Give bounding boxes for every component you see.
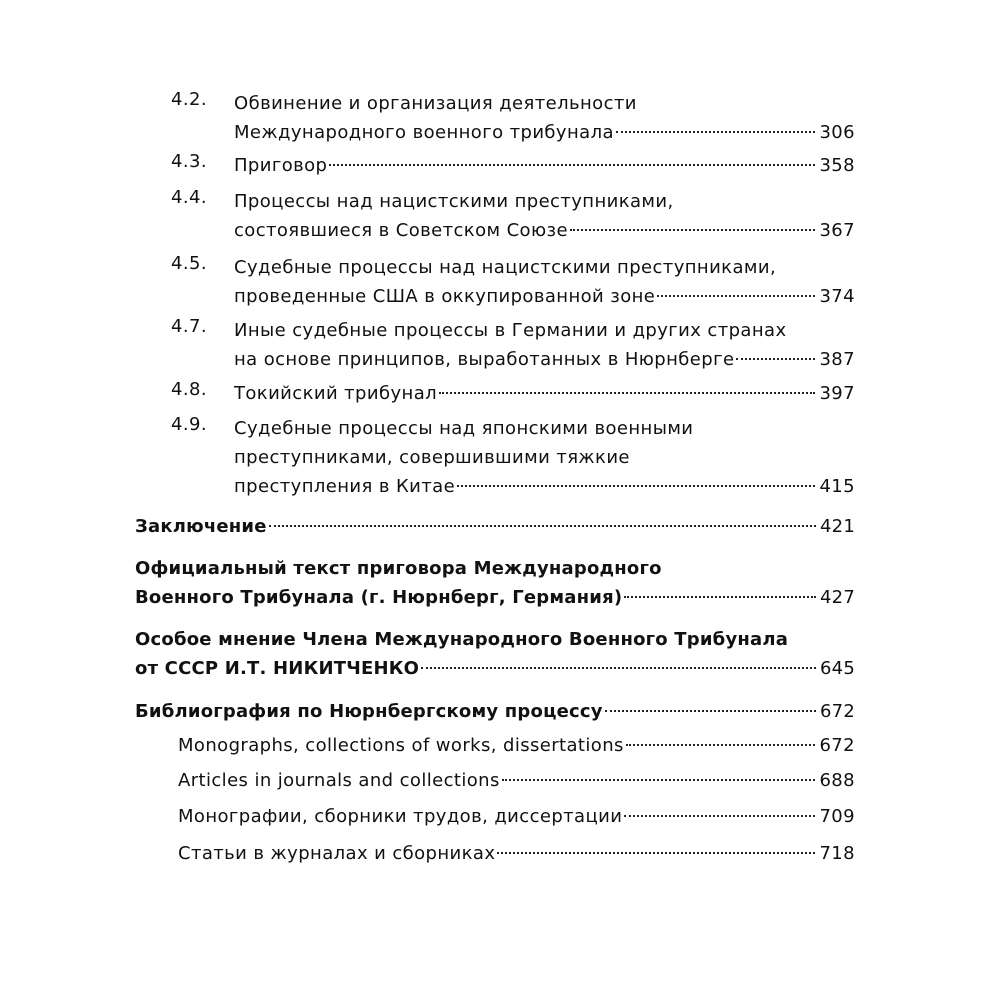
page-number: 387 xyxy=(819,349,855,370)
dot-leader xyxy=(616,131,816,133)
section-number: 4.2. xyxy=(171,89,207,110)
dot-leader xyxy=(624,596,816,598)
entry-title-last-line: от СССР И.Т. НИКИТЧЕНКО xyxy=(135,658,420,679)
dot-leader xyxy=(502,779,816,781)
section-number: 4.5. xyxy=(171,253,207,274)
entry-title-last-line: Военного Трибунала (г. Нюрнберг, Германия) xyxy=(135,587,623,608)
entry-title-last-line: Articles in journals and collections xyxy=(178,770,500,791)
entry-title-last-line: Международного военного трибунала xyxy=(234,122,614,143)
entry-title-last-line: Статьи в журналах и сборниках xyxy=(178,843,496,864)
page-number: 672 xyxy=(819,735,855,756)
page-number: 358 xyxy=(819,155,855,176)
section-number: 4.7. xyxy=(171,316,207,337)
page-number: 718 xyxy=(819,843,855,864)
page-number: 688 xyxy=(819,770,855,791)
page-number: 421 xyxy=(820,516,855,537)
entry-title-line: Особое мнение Члена Международного Военного Трибунала xyxy=(135,629,789,650)
entry-title-last-line: Токийский трибунал xyxy=(234,383,438,404)
page-number: 672 xyxy=(820,701,855,722)
page-number: 306 xyxy=(819,122,855,143)
page-number: 709 xyxy=(819,806,855,827)
page-number: 367 xyxy=(819,220,855,241)
entry-title-line: Процессы над нацистскими преступниками, xyxy=(234,191,674,212)
page-number: 415 xyxy=(819,476,855,497)
dot-leader xyxy=(497,852,815,854)
entry-title-last-line: Библиография по Нюрнбергскому процессу xyxy=(135,701,603,722)
entry-title-last-line: Monographs, collections of works, dissertations xyxy=(178,735,624,756)
entry-title-last-line: Заключение xyxy=(135,516,267,537)
entry-title-line: Судебные процессы над японскими военными xyxy=(234,418,694,439)
dot-leader xyxy=(624,815,815,817)
page-number: 374 xyxy=(819,286,855,307)
entry-title-line: Судебные процессы над нацистскими преступниками, xyxy=(234,257,777,278)
dot-leader xyxy=(457,485,815,487)
entry-title-line: Иные судебные процессы в Германии и других странах xyxy=(234,320,787,341)
dot-leader xyxy=(626,744,816,746)
section-number: 4.8. xyxy=(171,379,207,400)
entry-title-last-line: проведенные США в оккупированной зоне xyxy=(234,286,656,307)
entry-title-last-line: состоявшиеся в Советском Союзе xyxy=(234,220,568,241)
dot-leader xyxy=(439,392,815,394)
dot-leader xyxy=(421,667,816,669)
section-number: 4.3. xyxy=(171,151,207,172)
entry-title-last-line: преступления в Китае xyxy=(234,476,456,497)
dot-leader xyxy=(570,229,815,231)
dot-leader xyxy=(736,358,815,360)
dot-leader xyxy=(329,164,815,166)
dot-leader xyxy=(605,710,816,712)
entry-title-line: преступниками, совершившими тяжкие xyxy=(234,447,630,468)
page-number: 427 xyxy=(820,587,855,608)
section-number: 4.4. xyxy=(171,187,207,208)
entry-title-last-line: Монографии, сборники трудов, диссертации xyxy=(178,806,623,827)
entry-title-last-line: Приговор xyxy=(234,155,328,176)
entry-title-line: Обвинение и организация деятельности xyxy=(234,93,637,114)
section-number: 4.9. xyxy=(171,414,207,435)
page-number: 645 xyxy=(820,658,855,679)
entry-title-last-line: на основе принципов, выработанных в Нюрнберге xyxy=(234,349,735,370)
page-number: 397 xyxy=(819,383,855,404)
entry-title-line: Официальный текст приговора Международного xyxy=(135,558,662,579)
dot-leader xyxy=(269,525,816,527)
dot-leader xyxy=(657,295,815,297)
